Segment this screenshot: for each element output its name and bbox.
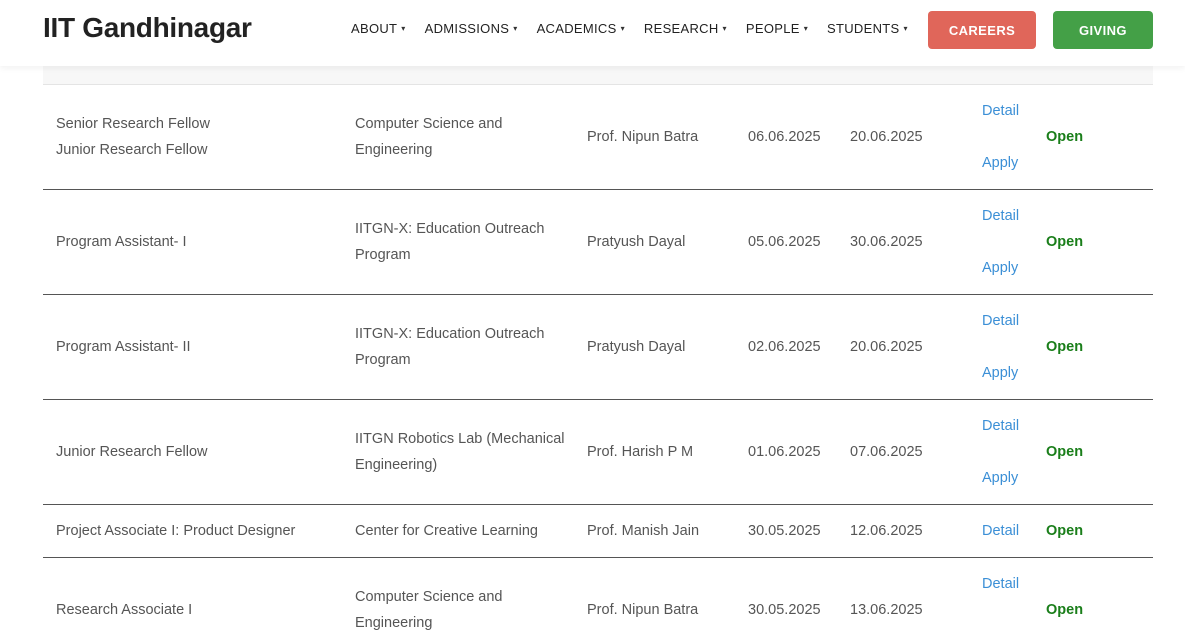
apply-link[interactable]: Apply (982, 365, 1019, 381)
position-title: Project Associate I: Product Designer (56, 523, 296, 539)
department-cell (355, 216, 570, 268)
department-line: Engineering (355, 615, 433, 631)
department-line: Computer Science and (355, 116, 503, 132)
chevron-down-icon: ▾ (722, 24, 727, 33)
pi-name: Prof. Manish Jain (587, 523, 700, 539)
end-date: 20.06.2025 (850, 339, 923, 355)
status-badge: Open (1046, 234, 1084, 250)
nav-item-students[interactable] (827, 21, 908, 36)
end-date: 13.06.2025 (850, 602, 923, 618)
table-row (43, 295, 1153, 400)
detail-link[interactable]: Detail (982, 523, 1020, 539)
start-date: 01.06.2025 (748, 444, 821, 460)
department-cell (355, 321, 570, 373)
end-date: 12.06.2025 (850, 523, 923, 539)
site-header (0, 0, 1185, 66)
detail-link[interactable]: Detail (982, 418, 1020, 434)
status-badge: Open (1046, 602, 1084, 618)
table-row (43, 190, 1153, 295)
nav-item-admissions[interactable] (425, 21, 518, 36)
nav-item-label: STUDENTS (827, 21, 900, 36)
position-title: Junior Research Fellow (56, 142, 208, 158)
end-date: 30.06.2025 (850, 234, 923, 250)
detail-link[interactable]: Detail (982, 576, 1020, 592)
nav-item-label: ABOUT (351, 21, 398, 36)
detail-link[interactable]: Detail (982, 103, 1020, 119)
table-row (43, 400, 1153, 505)
department-cell (355, 584, 570, 636)
apply-link[interactable]: Apply (982, 470, 1019, 486)
chevron-down-icon: ▾ (620, 24, 625, 33)
status-badge: Open (1046, 129, 1084, 145)
department-line: Engineering) (355, 457, 438, 473)
detail-link[interactable]: Detail (982, 208, 1020, 224)
status-badge: Open (1046, 339, 1084, 355)
department-line: Program (355, 352, 411, 368)
chevron-down-icon: ▾ (513, 24, 518, 33)
position-title: Senior Research Fellow (56, 116, 210, 132)
nav-item-label: ADMISSIONS (424, 21, 510, 36)
position-title: Research Associate I (56, 602, 193, 618)
pi-name: Pratyush Dayal (587, 339, 686, 355)
pi-name: Prof. Harish P M (587, 444, 694, 460)
department-line: IITGN Robotics Lab (Mechanical (355, 431, 565, 447)
position-title-cell (56, 111, 336, 163)
department-line: Center for Creative Learning (355, 523, 538, 539)
table-row (43, 85, 1153, 190)
nav-item-label: RESEARCH (643, 21, 719, 36)
position-title: Program Assistant- II (56, 339, 191, 355)
position-title: Junior Research Fellow (56, 444, 208, 460)
department-line: Engineering (355, 142, 433, 158)
nav-item-research[interactable] (644, 21, 727, 36)
start-date: 05.06.2025 (748, 234, 821, 250)
start-date: 30.05.2025 (748, 523, 821, 539)
start-date: 06.06.2025 (748, 129, 821, 145)
end-date: 20.06.2025 (850, 129, 923, 145)
apply-link[interactable]: Apply (982, 155, 1019, 171)
department-cell (355, 111, 570, 163)
nav-item-academics[interactable] (537, 21, 625, 36)
start-date: 02.06.2025 (748, 339, 821, 355)
department-line: Computer Science and (355, 589, 503, 605)
apply-link[interactable]: Apply (982, 260, 1019, 276)
pi-name: Prof. Nipun Batra (587, 602, 699, 618)
position-title: Program Assistant- I (56, 234, 187, 250)
status-badge: Open (1046, 523, 1084, 539)
department-line: Program (355, 247, 411, 263)
nav-item-label: ACADEMICS (536, 21, 617, 36)
department-cell (355, 426, 570, 478)
main-nav (351, 21, 927, 36)
department-line: IITGN-X: Education Outreach (355, 221, 545, 237)
detail-link[interactable]: Detail (982, 313, 1020, 329)
pi-name: Prof. Nipun Batra (587, 129, 699, 145)
jobs-table (43, 66, 1153, 631)
site-logo[interactable]: IIT Gandhinagar (43, 12, 252, 43)
status-badge: Open (1046, 444, 1084, 460)
pi-name: Pratyush Dayal (587, 234, 686, 250)
department-line: IITGN-X: Education Outreach (355, 326, 545, 342)
nav-item-people[interactable] (746, 21, 808, 36)
end-date: 07.06.2025 (850, 444, 923, 460)
table-header-strip (43, 66, 1153, 85)
table-row (43, 558, 1153, 631)
nav-item-about[interactable] (351, 21, 406, 36)
chevron-down-icon: ▾ (401, 24, 406, 33)
nav-item-label: PEOPLE (745, 21, 800, 36)
chevron-down-icon: ▾ (903, 24, 908, 33)
careers-button[interactable]: CAREERS (928, 11, 1036, 49)
chevron-down-icon: ▾ (803, 24, 809, 33)
start-date: 30.05.2025 (748, 602, 821, 618)
giving-button[interactable]: GIVING (1053, 11, 1153, 49)
table-row (43, 505, 1153, 558)
